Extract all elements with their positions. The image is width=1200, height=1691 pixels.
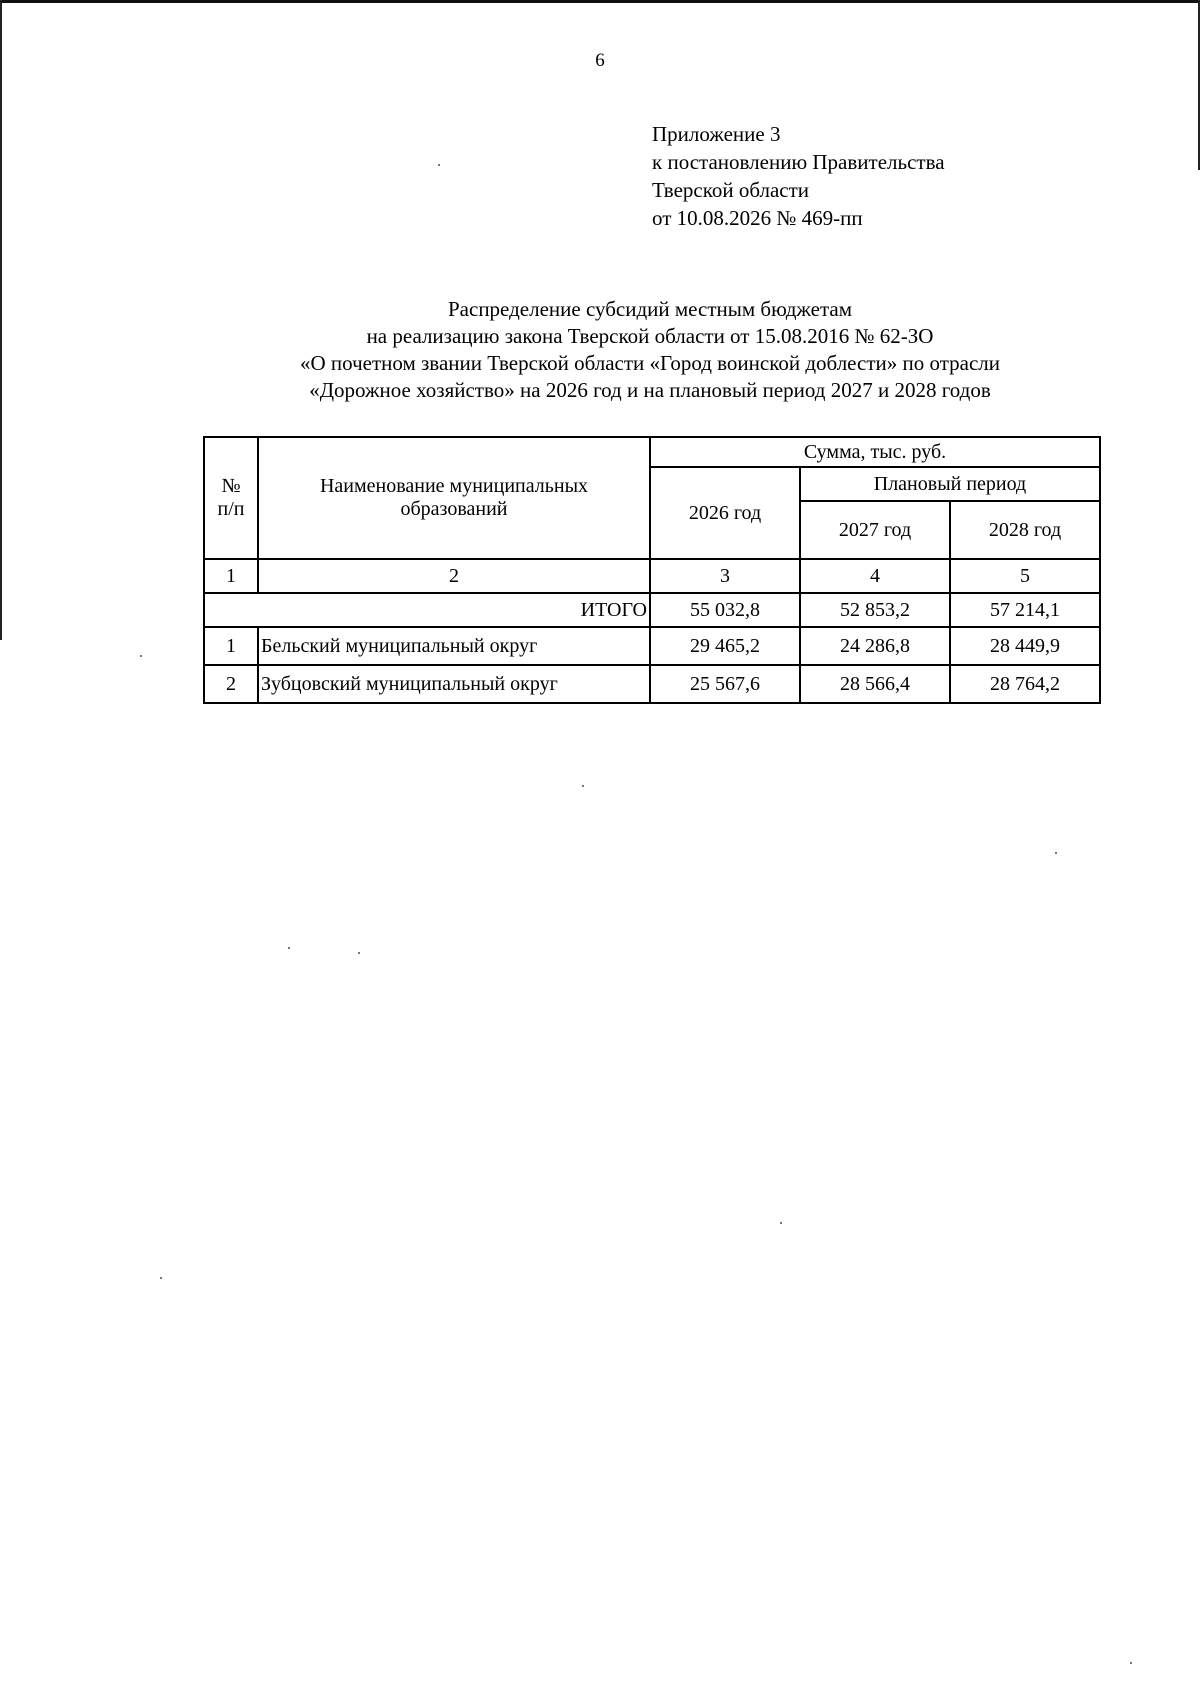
total-2027: 52 853,2 (800, 593, 950, 627)
column-number: 5 (950, 559, 1100, 593)
appendix-block (652, 120, 945, 232)
appendix-line: к постановлению Правительства (652, 150, 945, 174)
scan-speck (358, 952, 360, 954)
row-2027: 28 566,4 (800, 665, 950, 703)
header-row (204, 437, 1100, 467)
header-sum: Сумма, тыс. руб. (650, 437, 1100, 467)
scan-speck (288, 947, 290, 949)
title-line: на реализацию закона Тверской области от 15.08.2016 № 62-ЗО (366, 324, 934, 348)
appendix-line: от 10.08.2026 № 469-пп (652, 206, 863, 230)
title-line: Распределение субсидий местным бюджетам (448, 297, 852, 321)
row-name: Бельский муниципальный округ (258, 627, 650, 665)
header-year-2026: 2026 год (650, 467, 800, 559)
column-number-row (204, 559, 1100, 593)
row-2028: 28 764,2 (950, 665, 1100, 703)
header-name (258, 437, 650, 559)
scan-speck (780, 1222, 782, 1224)
header-name-line1: Наименование муниципальных (319, 475, 589, 497)
total-2028: 57 214,1 (950, 593, 1100, 627)
row-2027: 24 286,8 (800, 627, 950, 665)
table-row (204, 665, 1100, 703)
row-num: 1 (204, 627, 258, 665)
row-name: Зубцовский муниципальный округ (258, 665, 650, 703)
scan-speck (1055, 852, 1057, 854)
column-number: 2 (258, 559, 650, 593)
header-num-line1: № (221, 475, 241, 497)
header-num-line2: п/п (217, 498, 245, 520)
scan-speck (582, 785, 584, 787)
document-title (0, 296, 1200, 404)
scan-speck (438, 164, 440, 166)
table-row (204, 627, 1100, 665)
scan-speck (1130, 1662, 1132, 1664)
column-number: 1 (204, 559, 258, 593)
title-line: «Дорожное хозяйство» на 2026 год и на плановый период 2027 и 2028 годов (309, 378, 991, 402)
page-number: 6 (595, 50, 605, 71)
header-year-2028: 2028 год (950, 501, 1100, 559)
header-planned-period: Плановый период (800, 467, 1100, 501)
header-num (204, 437, 258, 559)
row-2026: 25 567,6 (650, 665, 800, 703)
header-year-2027: 2027 год (800, 501, 950, 559)
scan-speck (160, 1277, 162, 1279)
scan-speck (140, 655, 142, 657)
row-num: 2 (204, 665, 258, 703)
header-name-line2: образований (400, 498, 508, 520)
appendix-line: Тверской области (652, 178, 810, 202)
appendix-line: Приложение 3 (652, 122, 781, 146)
total-row (204, 593, 1100, 627)
row-2028: 28 449,9 (950, 627, 1100, 665)
row-2026: 29 465,2 (650, 627, 800, 665)
subsidy-table (203, 436, 1101, 704)
total-label: ИТОГО (204, 593, 650, 627)
scan-border-top (0, 0, 1200, 3)
title-line: «О почетном звании Тверской области «Город воинской доблести» по отрасли (299, 351, 1001, 375)
column-number: 4 (800, 559, 950, 593)
column-number: 3 (650, 559, 800, 593)
total-2026: 55 032,8 (650, 593, 800, 627)
